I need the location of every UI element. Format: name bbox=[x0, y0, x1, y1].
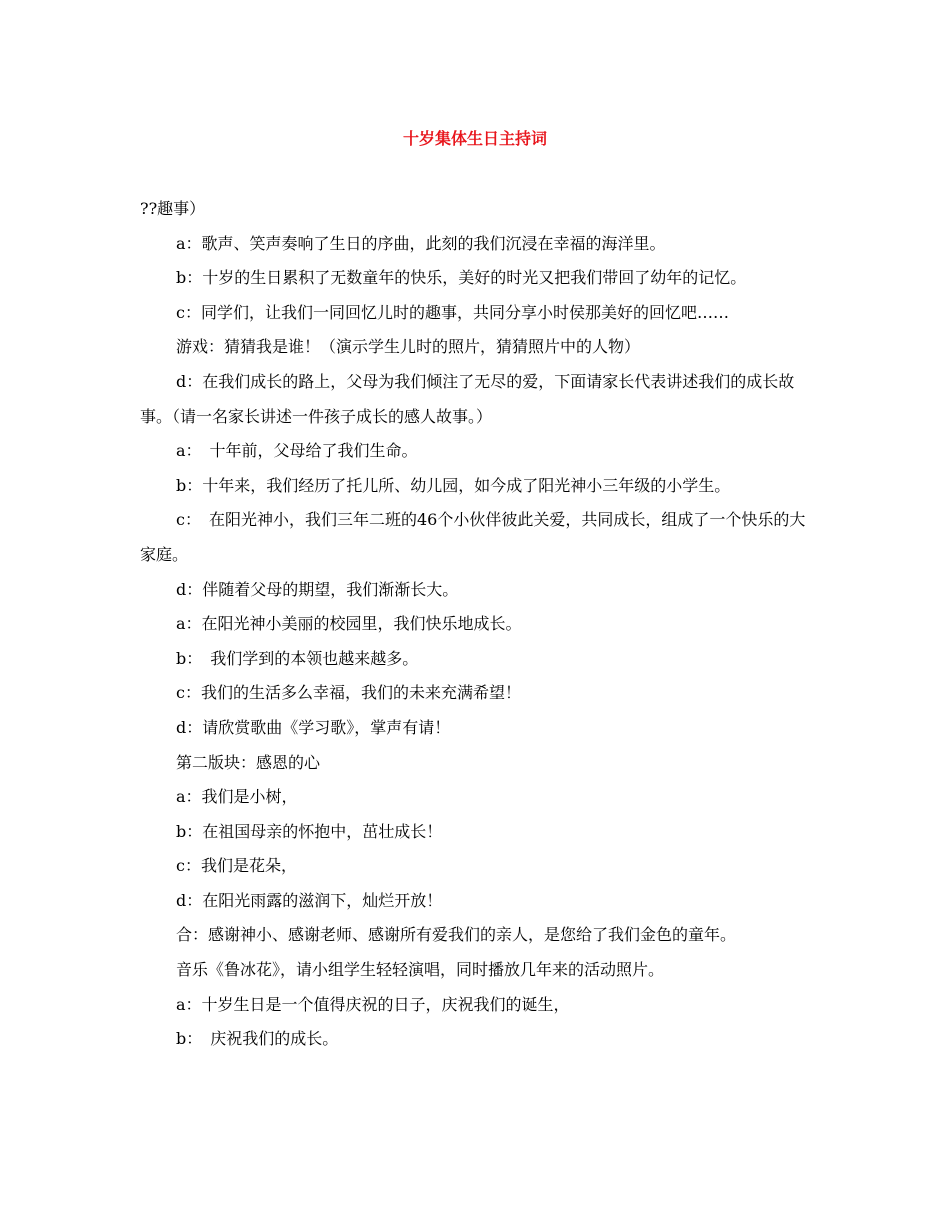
paragraph: a：十岁生日是一个值得庆祝的日子，庆祝我们的诞生， bbox=[176, 994, 570, 1014]
paragraph: b： 庆祝我们的成长。 bbox=[176, 1029, 339, 1049]
paragraph: 合：感谢神小、感谢老师、感谢所有爱我们的亲人，是您给了我们金色的童年。 bbox=[176, 925, 737, 945]
paragraph: d：伴随着父母的期望，我们渐渐长大。 bbox=[176, 579, 459, 599]
document-body bbox=[140, 192, 812, 1057]
paragraph: a：我们是小树， bbox=[176, 787, 298, 807]
paragraph: b：十岁的生日累积了无数童年的快乐，美好的时光又把我们带回了幼年的记忆。 bbox=[176, 268, 747, 288]
paragraph: c：我们是花朵， bbox=[176, 856, 297, 876]
paragraph: a：在阳光神小美丽的校园里，我们快乐地成长。 bbox=[176, 614, 522, 634]
document-title: 十岁集体生日主持词 bbox=[402, 129, 547, 148]
paragraph: b：在祖国母亲的怀抱中，茁壮成长！ bbox=[176, 821, 443, 841]
paragraph: c：我们的生活多么幸福，我们的未来充满希望！ bbox=[176, 683, 521, 703]
paragraph: 音乐《鲁冰花》，请小组学生轻轻演唱，同时播放几年来的活动照片。 bbox=[176, 960, 665, 980]
paragraph: b： 我们学到的本领也越来越多。 bbox=[176, 648, 419, 668]
paragraph: d：在阳光雨露的滋润下，灿烂开放！ bbox=[176, 890, 443, 910]
paragraph: d：请欣赏歌曲《学习歌》，掌声有请！ bbox=[176, 717, 451, 737]
paragraph: 游戏：猜猜我是谁！（演示学生儿时的照片，猜猜照片中的人物） bbox=[176, 337, 641, 357]
paragraph: 第二版块：感恩的心 bbox=[176, 752, 321, 772]
paragraph: ??趣事） bbox=[140, 199, 206, 218]
paragraph: b：十年来，我们经历了托儿所、幼儿园，如今成了阳光神小三年级的小学生。 bbox=[176, 475, 731, 495]
paragraph: c：同学们，让我们一同回忆儿时的趣事，共同分享小时侯那美好的回忆吧…… bbox=[176, 302, 729, 322]
paragraph: a：歌声、笑声奏响了生日的序曲，此刻的我们沉浸在幸福的海洋里。 bbox=[176, 233, 666, 253]
paragraph: a： 十年前，父母给了我们生命。 bbox=[176, 441, 418, 461]
paragraph: d：在我们成长的路上，父母为我们倾注了无尽的爱，下面请家长代表讲述我们的成长故事。（请一名家长讲述一件孩子成长的感人故事。） bbox=[140, 371, 795, 426]
paragraph: c： 在阳光神小，我们三年二班的46个小伙伴彼此关爱，共同成长，组成了一个快乐的大家庭。 bbox=[140, 510, 806, 564]
